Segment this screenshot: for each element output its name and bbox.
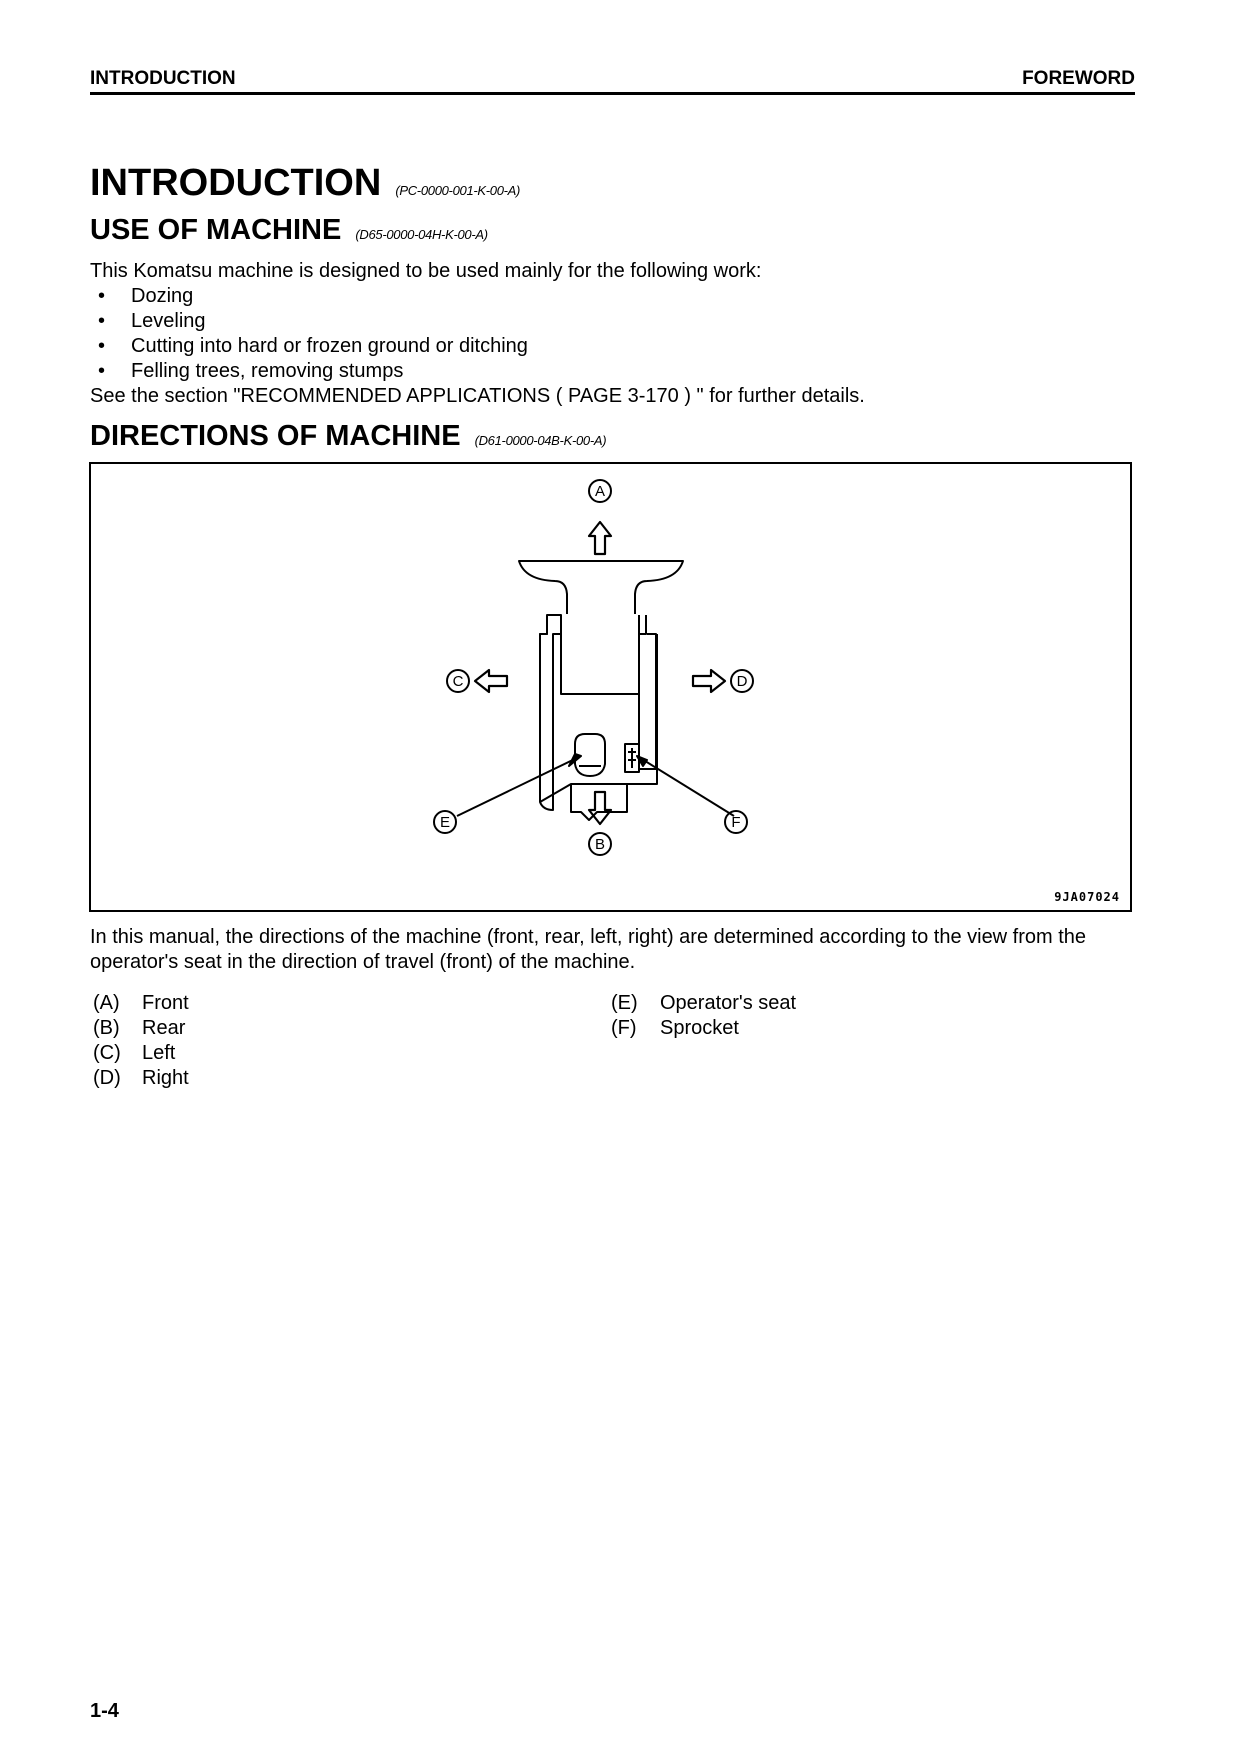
- list-item: • Dozing: [90, 284, 528, 309]
- sprocket-leader-line: [637, 756, 734, 816]
- introduction-title: INTRODUCTION: [90, 162, 382, 204]
- legend-key: (A): [93, 992, 120, 1014]
- directions-code: (D61-0000-04B-K-00-A): [474, 433, 607, 448]
- legend-key: (F): [611, 1017, 637, 1039]
- directions-figure: [89, 462, 1132, 912]
- legend-label: Operator's seat: [660, 992, 797, 1014]
- legend-label: Sprocket: [660, 1017, 739, 1039]
- legend-key: (C): [93, 1042, 121, 1064]
- legend-label: Left: [142, 1042, 176, 1064]
- legend-key: (B): [93, 1017, 120, 1039]
- right-arrow: [693, 670, 725, 692]
- work-list: [90, 284, 528, 384]
- see-also-text: See the section "RECOMMENDED APPLICATIONS ( PAGE 3-170 ) " for further details.: [90, 385, 865, 407]
- header-section-left: INTRODUCTION: [90, 68, 236, 89]
- blade-outline: [519, 561, 683, 614]
- list-item: • Cutting into hard or frozen ground or ditching: [90, 334, 528, 359]
- page-number: 1-4: [90, 1700, 119, 1722]
- left-track: [540, 615, 561, 810]
- callout-e-label: E: [439, 814, 451, 831]
- introduction-heading: [90, 162, 520, 205]
- legend-label: Front: [142, 992, 189, 1014]
- legend-key: (D): [93, 1067, 121, 1089]
- callout-d-label: D: [736, 673, 748, 690]
- use-of-machine-intro: This Komatsu machine is designed to be used mainly for the following work:: [90, 260, 762, 282]
- callout-a-label: A: [594, 483, 606, 500]
- running-header: [90, 66, 1135, 95]
- use-of-machine-code: (D65-0000-04H-K-00-A): [355, 227, 488, 242]
- header-section-right: FOREWORD: [1022, 68, 1135, 89]
- directions-paragraph: In this manual, the directions of the machine (front, rear, left, right) are determined according to the view from the operator's seat in the direction of travel (front) of the machine.: [90, 926, 1087, 973]
- introduction-code: (PC-0000-001-K-00-A): [395, 183, 521, 198]
- callout-c-label: C: [452, 673, 464, 690]
- rear-arrow: [589, 792, 611, 824]
- figure-id: 9JA07024: [1054, 890, 1120, 904]
- legend-key: (E): [611, 992, 638, 1014]
- seat-leader-line: [457, 756, 581, 816]
- machine-top-view-diagram: [91, 464, 1130, 910]
- callout-f-label: F: [731, 814, 741, 831]
- directions-heading: [90, 420, 606, 453]
- list-item: • Leveling: [90, 309, 528, 334]
- right-track: [639, 615, 656, 769]
- use-of-machine-heading: [90, 214, 488, 247]
- left-arrow: [475, 670, 507, 692]
- callout-b-label: B: [594, 836, 606, 853]
- use-of-machine-title: USE OF MACHINE: [90, 214, 342, 246]
- front-arrow: [589, 522, 611, 554]
- legend-label: Rear: [142, 1017, 186, 1039]
- legend-label: Right: [142, 1067, 189, 1089]
- directions-title: DIRECTIONS OF MACHINE: [90, 420, 461, 452]
- list-item: • Felling trees, removing stumps: [90, 359, 528, 384]
